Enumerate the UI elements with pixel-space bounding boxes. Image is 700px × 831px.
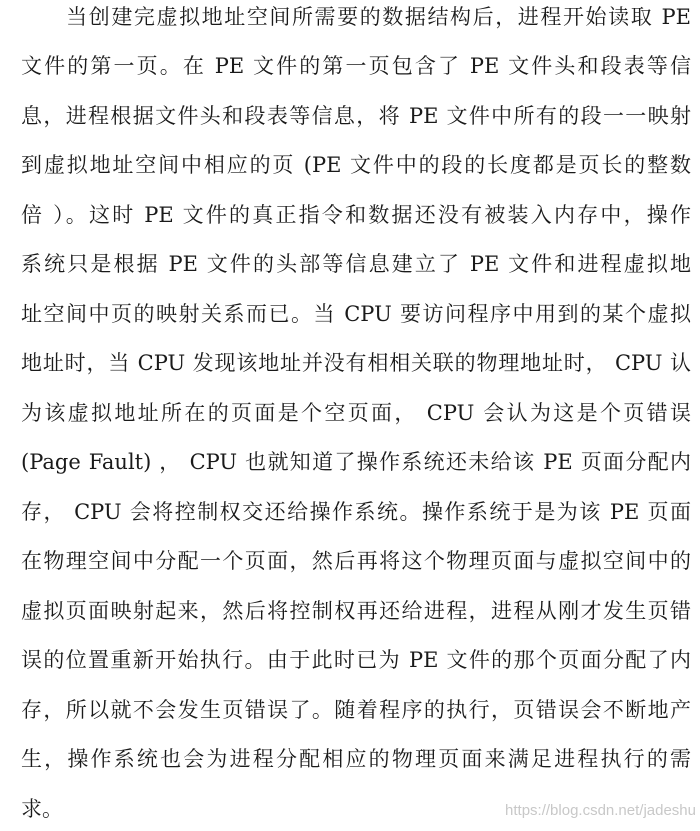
paragraph-line: 存， CPU 会将控制权交还给操作系统。操作系统于是为该 PE 页面 xyxy=(21,500,691,524)
paragraph-line: 生，操作系统也会为进程分配相应的物理页面来满足进程执行的需 xyxy=(21,747,691,771)
paragraph-line: 址空间中页的映射关系而已。当 CPU 要访问程序中用到的某个虚拟 xyxy=(21,302,691,326)
paragraph-line: 文件的第一页。在 PE 文件的第一页包含了 PE 文件头和段表等信 xyxy=(21,54,691,78)
paragraph-line: 地址时，当 CPU 发现该地址并没有相相关联的物理地址时， CPU 认 xyxy=(21,351,691,375)
paragraph-line: 在物理空间中分配一个页面，然后再将这个物理页面与虚拟空间中的 xyxy=(21,549,691,573)
paragraph-line: 虚拟页面映射起来，然后将控制权再还给进程，进程从刚才发生页错 xyxy=(21,599,691,623)
paragraph-line: 存，所以就不会发生页错误了。随着程序的执行，页错误会不断地产 xyxy=(21,698,691,722)
paragraph-line: (Page Fault) ， CPU 也就知道了操作系统还未给该 PE 页面分配内 xyxy=(21,450,691,474)
paragraph-line: 息，进程根据文件头和段表等信息，将 PE 文件中所有的段一一映射 xyxy=(21,104,691,128)
paragraph-line: 误的位置重新开始执行。由于此时已为 PE 文件的那个页面分配了内 xyxy=(21,648,691,672)
paragraph-line: 到虚拟地址空间中相应的页 (PE 文件中的段的长度都是页长的整数 xyxy=(21,153,691,177)
paragraph-line: 求。 xyxy=(21,797,63,821)
watermark-url: https://blog.csdn.net/jadeshu xyxy=(505,802,696,819)
paragraph-line: 系统只是根据 PE 文件的头部等信息建立了 PE 文件和进程虚拟地 xyxy=(21,252,691,276)
paragraph-line: 为该虚拟地址所在的页面是个空页面， CPU 会认为这是个页错误 xyxy=(21,401,691,425)
paragraph-line: 倍 ）。这时 PE 文件的真正指令和数据还没有被装入内存中，操作 xyxy=(21,203,691,227)
paragraph-line: 当创建完虚拟地址空间所需要的数据结构后，进程开始读取 PE xyxy=(21,5,691,29)
